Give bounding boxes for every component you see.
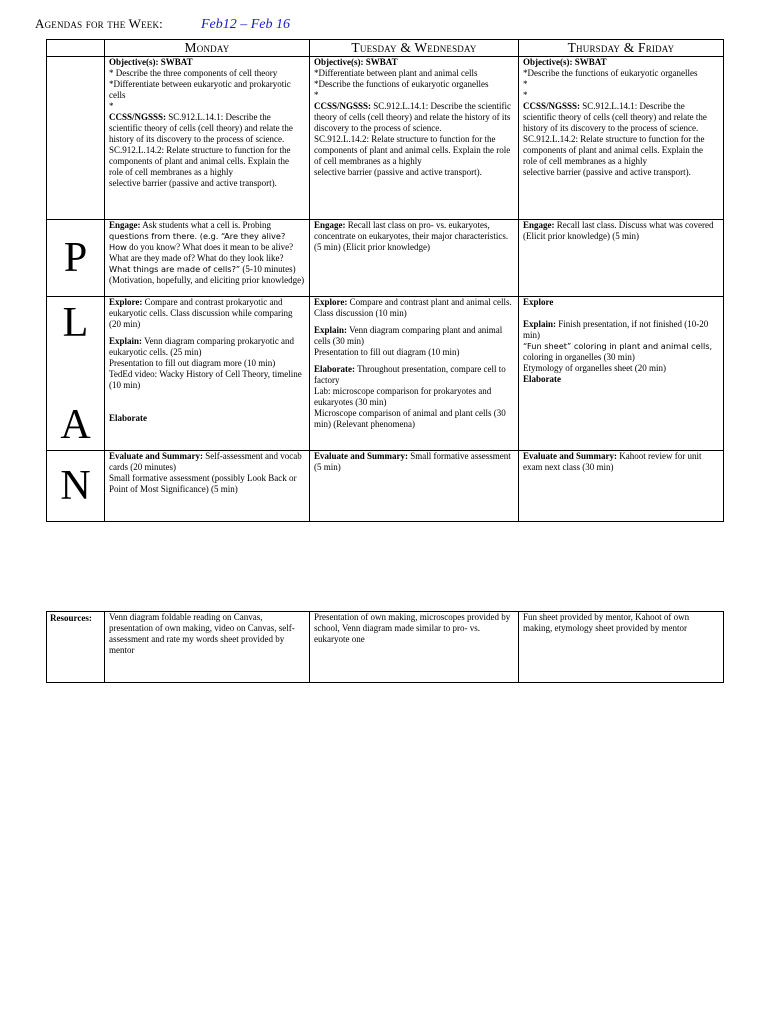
resources-tuesday-wednesday: Presentation of own making, microscopes provided by school, Venn diagram made similar to pro- vs. eukaryote one [310,612,519,683]
explore-monday: Explore: Compare and contrast prokaryotic and eukaryotic cells. Class discussion while comparing (20 min) Explain: Venn diagram comparing prokaryotic and eukaryotic cells. (25 min) Presentation to fill out diagram more (10 min) TedEd video: Wacky History of Cell Theory, timeline (10 min) Elaborate [105,297,310,451]
agenda-label: Agendas for the Week: [35,16,163,31]
corner-cell [47,40,105,57]
engage-thursday-friday: Engage: Recall last class. Discuss what was covered (Elicit prior knowledge) (5 min) [519,220,724,297]
resources-label: Resources: [47,612,105,683]
plan-letter-p: P [47,220,105,297]
evaluate-monday: Evaluate and Summary: Self-assessment and vocab cards (20 minutes) Small formative assessment (possibly Look Back or Point of Most Significance) (5 min) [105,451,310,522]
lesson-plan-table [46,39,724,522]
resources-monday: Venn diagram foldable reading on Canvas, presentation of own making, video on Canvas, self-assessment and rate my words sheet provided by mentor [105,612,310,683]
column-header-thursday-friday: Thursday & Friday [519,40,724,57]
objectives-monday: Objective(s): SWBAT * Describe the three components of cell theory *Differentiate between eukaryotic and prokaryotic cells * CCSS/NGSSS: SC.912.L.14.1: Describe the scientific theory of cells (cell theory) and relate the history of its discovery to the process of science. SC.912.L.14.2: Relate structure to function for the components of plant and animal cells. Explain the role of cell membranes as a highly selective barrier (passive and active transport). [105,57,310,220]
plan-letter-n: N [47,451,105,522]
objectives-tuesday-wednesday: Objective(s): SWBAT *Differentiate between plant and animal cells *Describe the functions of eukaryotic organelles * CCSS/NGSSS: SC.912.L.14.1: Describe the scientific theory of cells (cell theory) and relate the history of its discovery to the process of science. SC.912.L.14.2: Relate structure to function for the components of plant and animal cells. Explain the role of cell membranes as a highly selective barrier (passive and active transport). [310,57,519,220]
engage-monday: Engage: Ask students what a cell is. Probing questions from there. (e.g. “Are they alive? How do you know? What does it mean to be alive? What are they made of? What do they look like? What things are made of cells?” (5-10 minutes) (Motivation, hopefully, and eliciting prior knowledge) [105,220,310,297]
objectives-thursday-friday: Objective(s): SWBAT *Describe the functions of eukaryotic organelles * * CCSS/NGSSS: SC.912.L.14.1: Describe the scientific theory of cells (cell theory) and relate the history of its discovery to the process of science. SC.912.L.14.2: Relate structure to function for the components of plant and animal cells. Explain the role of cell membranes as a highly selective barrier (passive and active transport). [519,57,724,220]
column-header-tuesday-wednesday: Tuesday & Wednesday [310,40,519,57]
evaluate-tuesday-wednesday: Evaluate and Summary: Small formative assessment (5 min) [310,451,519,522]
engage-tuesday-wednesday: Engage: Recall last class on pro- vs. eukaryotes, concentrate on eukaryotes, their major characteristics. (5 min) (Elicit prior knowledge) [310,220,519,297]
objectives-row-label [47,57,105,220]
explore-thursday-friday: Explore Explain: Finish presentation, if not finished (10-20 min) “Fun sheet” coloring in plant and animal cells, coloring in organelles (30 min) Etymology of organelles sheet (20 min) Elaborate [519,297,724,451]
column-header-monday: Monday [105,40,310,57]
explore-tuesday-wednesday: Explore: Compare and contrast plant and animal cells. Class discussion (10 min) Explain: Venn diagram comparing plant and animal cells (30 min) Presentation to fill out diagram (10 min) Elaborate: Throughout presentation, compare cell to factory Lab: microscope comparison for prokaryotes and eukaryotes (30 min) Microscope comparison of animal and plant cells (30 min) (Relevant phenomena) [310,297,519,451]
plan-letter-a: A [60,401,91,448]
resources-thursday-friday: Fun sheet provided by mentor, Kahoot of own making, etymology sheet provided by mentor [519,612,724,683]
resources-table [46,611,724,683]
evaluate-thursday-friday: Evaluate and Summary: Kahoot review for unit exam next class (30 min) [519,451,724,522]
plan-letters-la [47,297,105,451]
week-dates: Feb12 – Feb 16 [200,17,291,32]
plan-letter-l: L [62,299,89,346]
page-header [35,15,290,35]
